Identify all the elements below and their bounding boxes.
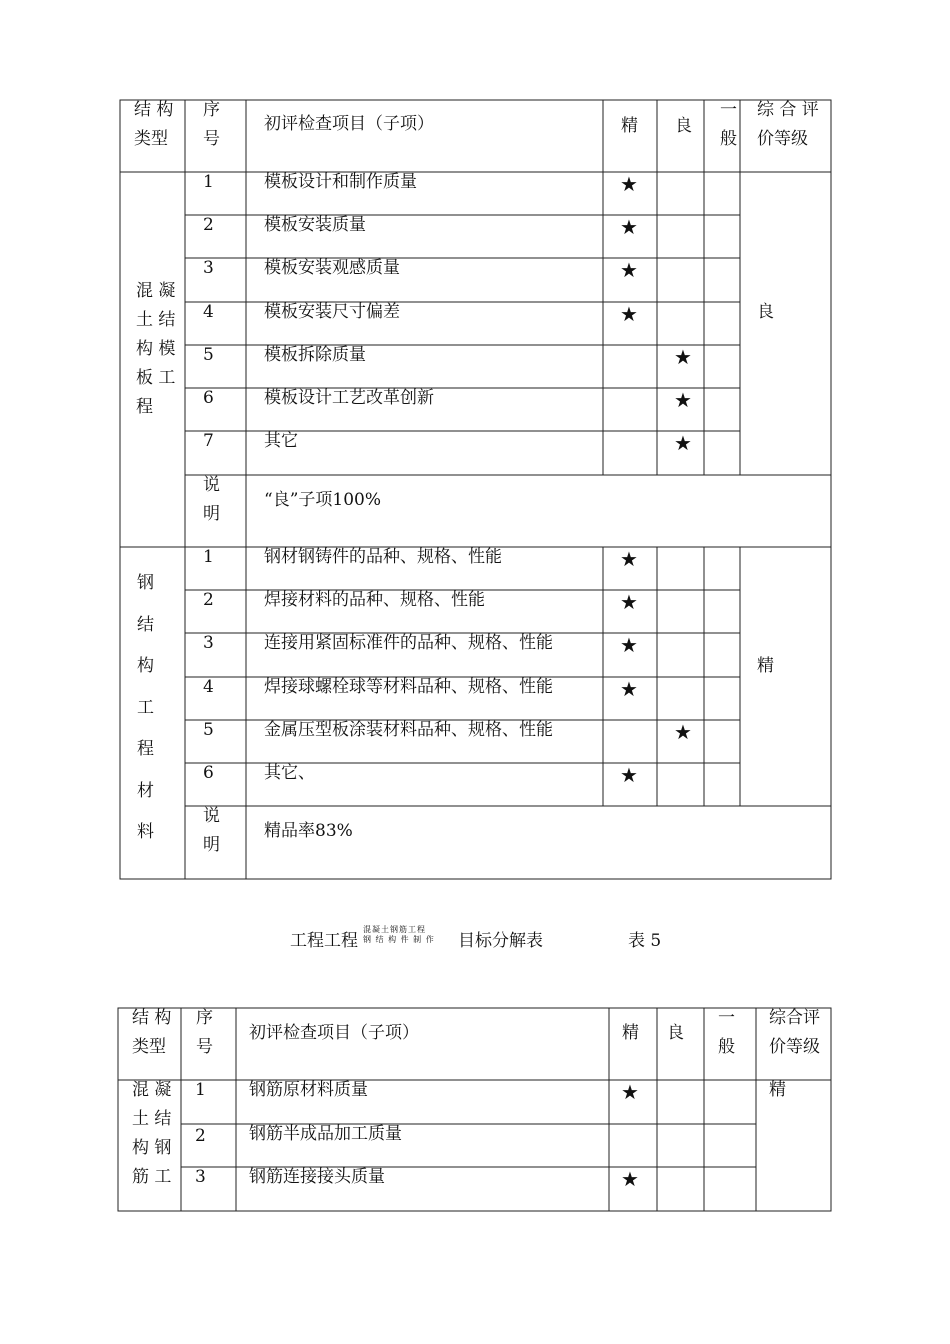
row-item: 焊接材料的品种、规格、性能 [264, 590, 485, 610]
group2-type-line: 结 [137, 614, 154, 635]
row-seq: 6 [203, 388, 214, 408]
table2-type-line: 筋 工 [132, 1167, 172, 1187]
group2-type-line: 工 [137, 697, 154, 718]
row-seq: 5 [203, 345, 214, 365]
row-item: 钢材钢铸件的品种、规格、性能 [264, 547, 502, 567]
header-excellent: 精 [622, 1023, 639, 1043]
header-grade-line1: 综合评 [769, 1008, 820, 1028]
group1-overall-grade: 良 [757, 302, 774, 322]
group2-note: 精品率83% [264, 821, 353, 841]
row-seq: 2 [203, 590, 214, 610]
star-mark: ★ [620, 547, 638, 571]
row-seq: 1 [203, 547, 214, 567]
header-general [720, 96, 737, 154]
star-mark: ★ [620, 633, 638, 657]
group2-note-label [203, 802, 220, 860]
header-grade [769, 1004, 820, 1062]
group1-type-line: 板 工 [136, 368, 176, 388]
star-mark: ★ [620, 172, 638, 196]
row-item: 模板拆除质量 [264, 345, 366, 365]
caption-small-top: 混凝土钢筋工程 [363, 925, 426, 934]
caption-small-bottom: 钢 结 构 件 制 作 [363, 935, 435, 944]
star-mark: ★ [620, 215, 638, 239]
header-general-line2: 般 [718, 1037, 735, 1057]
row-seq: 6 [203, 763, 214, 783]
row-seq: 2 [203, 215, 214, 235]
header-grade-line2: 价等级 [757, 129, 808, 149]
star-mark: ★ [620, 763, 638, 787]
note-label-line2: 明 [203, 835, 220, 855]
group2-type-line: 材 [137, 780, 154, 801]
header-type [132, 1004, 171, 1062]
table1-border [120, 100, 831, 879]
star-mark: ★ [621, 1080, 639, 1104]
header-type [134, 96, 173, 154]
header-type-line2: 类型 [132, 1037, 166, 1057]
group1-note-label [203, 471, 220, 529]
note-label-line1: 说 [203, 806, 220, 826]
header-seq-line2: 号 [203, 129, 220, 149]
row-item: 模板安装质量 [264, 215, 366, 235]
header-item: 初评检查项目（子项） [249, 1023, 419, 1043]
group1-type-line: 程 [136, 397, 153, 417]
row-seq: 2 [195, 1126, 206, 1146]
group2-type-line: 程 [137, 739, 154, 759]
row-seq: 1 [203, 172, 214, 192]
star-mark: ★ [620, 258, 638, 282]
header-general-line1: 一 [720, 100, 737, 120]
row-seq: 4 [203, 677, 214, 697]
star-mark: ★ [674, 720, 692, 744]
star-mark: ★ [674, 431, 692, 455]
row-seq: 5 [203, 720, 214, 740]
header-type-line2: 类型 [134, 129, 168, 149]
header-type-line1: 结 构 [134, 100, 174, 120]
row-item: 其它 [264, 431, 298, 451]
table2-type-line: 构 钢 [132, 1138, 172, 1158]
header-type-line1: 结 构 [132, 1008, 172, 1028]
caption-suffix: 目标分解表 [458, 931, 543, 951]
row-seq: 3 [195, 1167, 206, 1187]
group1-type [136, 277, 175, 422]
header-good: 良 [667, 1023, 684, 1043]
row-item: 模板设计和制作质量 [264, 172, 417, 192]
row-item: 钢筋原材料质量 [249, 1080, 368, 1100]
header-excellent: 精 [621, 116, 638, 136]
row-item: 连接用紧固标准件的品种、规格、性能 [264, 633, 553, 653]
star-mark: ★ [620, 677, 638, 701]
header-general [718, 1004, 735, 1062]
row-item: 模板安装观感质量 [264, 258, 400, 278]
group1-note: “良”子项100% [264, 490, 381, 510]
row-seq: 7 [203, 431, 214, 451]
row-item: 模板设计工艺改革创新 [264, 388, 434, 408]
group1-type-line: 构 模 [136, 339, 176, 359]
group1-type-line: 混 凝 [136, 281, 176, 301]
group2-type-line: 构 [137, 656, 154, 676]
group2-type-line: 料 [137, 822, 154, 842]
note-label-line1: 说 [203, 475, 220, 495]
header-seq-line1: 序 [196, 1008, 213, 1028]
group2-overall-grade: 精 [757, 656, 774, 676]
row-seq: 4 [203, 302, 214, 322]
row-item: 其它、 [264, 763, 315, 783]
star-mark: ★ [674, 345, 692, 369]
row-seq: 3 [203, 258, 214, 278]
star-mark: ★ [621, 1167, 639, 1191]
group2-type [137, 563, 154, 854]
header-seq-line1: 序 [203, 100, 220, 120]
header-general-line1: 一 [718, 1008, 735, 1028]
group1-type-line: 土 结 [136, 310, 176, 330]
row-item: 焊接球螺栓球等材料品种、规格、性能 [264, 677, 553, 697]
table2-type-line: 土 结 [132, 1109, 172, 1129]
row-item: 钢筋半成品加工质量 [249, 1124, 402, 1144]
header-grade-line1: 综 合 评 [757, 100, 819, 120]
star-mark: ★ [674, 388, 692, 412]
header-grade-line2: 价等级 [769, 1037, 820, 1057]
table2-type-line: 混 凝 [132, 1080, 172, 1100]
group2-type-line: 钢 [137, 573, 154, 593]
row-item: 金属压型板涂装材料品种、规格、性能 [264, 720, 553, 740]
header-seq-line2: 号 [196, 1037, 213, 1057]
star-mark: ★ [620, 590, 638, 614]
row-item: 钢筋连接接头质量 [249, 1167, 385, 1187]
header-good: 良 [675, 116, 692, 136]
note-label-line2: 明 [203, 504, 220, 524]
row-item: 模板安装尺寸偏差 [264, 302, 400, 322]
header-seq [196, 1004, 213, 1062]
table2-overall-grade: 精 [769, 1080, 786, 1100]
header-grade [757, 96, 819, 154]
header-item: 初评检查项目（子项） [264, 114, 434, 134]
star-mark: ★ [620, 302, 638, 326]
caption-table-number: 表 5 [628, 931, 662, 951]
row-seq: 1 [195, 1080, 206, 1100]
caption-prefix: 工程工程 [290, 931, 358, 951]
table2-type [132, 1076, 171, 1192]
header-general-line2: 般 [720, 129, 737, 149]
row-seq: 3 [203, 633, 214, 653]
header-seq [203, 96, 220, 154]
